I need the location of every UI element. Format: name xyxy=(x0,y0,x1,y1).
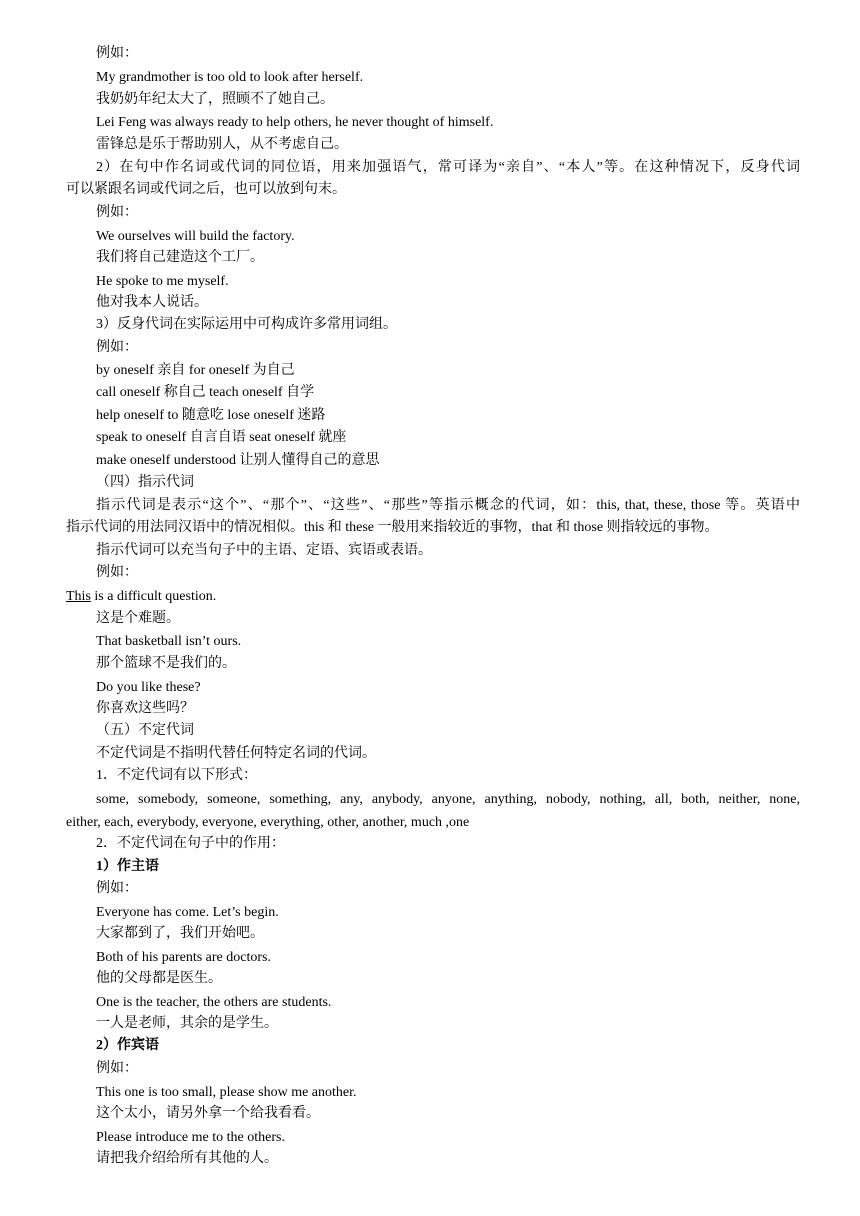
paragraph-text: 可以紧跟名词或代词之后，也可以放到句末。 xyxy=(66,182,346,197)
section-heading: （四）指示代词 xyxy=(96,475,194,490)
section-heading: （五）不定代词 xyxy=(96,723,194,738)
paragraph-text: 1．不定代词有以下形式： xyxy=(96,768,257,783)
subheading: 2）作宾语 xyxy=(96,1038,159,1053)
example-sentence-en: Both of his parents are doctors. xyxy=(96,950,271,965)
example-sentence-zh: 请把我介绍给所有其他的人。 xyxy=(96,1151,278,1166)
example-sentence-en: Do you like these? xyxy=(96,680,201,695)
example-sentence-zh: 他的父母都是医生。 xyxy=(96,971,222,986)
phrase-line: make oneself understood 让别人懂得自己的意思 xyxy=(96,453,380,468)
paragraph-text: 不定代词是不指明代替任何特定名词的代词。 xyxy=(96,746,376,761)
example-sentence-zh: 我们将自己建造这个工厂。 xyxy=(96,250,264,265)
example-sentence-en: Please introduce me to the others. xyxy=(96,1130,285,1145)
example-sentence-zh: 你喜欢这些吗？ xyxy=(96,701,194,716)
example-sentence-en: Everyone has come. Let’s begin. xyxy=(96,905,279,920)
example-sentence-zh: 大家都到了，我们开始吧。 xyxy=(96,926,264,941)
phrase-line: help oneself to 随意吃 lose oneself 迷路 xyxy=(96,408,326,423)
example-sentence-en: One is the teacher, the others are students. xyxy=(96,995,332,1010)
word-list: either, each, everybody, everyone, everything, other, another, much ,one xyxy=(66,815,470,830)
example-sentence-en: This one is too small, please show me another. xyxy=(96,1085,357,1100)
example-sentence-en: That basketball isn’t ours. xyxy=(96,634,242,649)
paragraph-text: 2．不定代词在句子中的作用： xyxy=(96,836,285,851)
sentence-rest: is a difficult question. xyxy=(90,589,217,604)
example-sentence-zh: 这个太小，请另外拿一个给我看看。 xyxy=(96,1106,320,1121)
underlined-word: This xyxy=(66,589,91,604)
example-label: 例如： xyxy=(96,205,138,220)
paragraph-text: 指示代词可以充当句子中的主语、定语、宾语或表语。 xyxy=(96,543,432,558)
example-sentence-en: Lei Feng was always ready to help others, he never thought of himself. xyxy=(96,115,494,130)
paragraph-text: 指示代词是表示“这个”、“那个”、“这些”、“那些”等指示概念的代词，如：this, that, these, those 等。英语中 xyxy=(96,498,800,513)
paragraph-text: 3）反身代词在实际运用中可构成许多常用词组。 xyxy=(96,317,397,332)
example-sentence-zh: 那个篮球不是我们的。 xyxy=(96,656,236,671)
paragraph-text: 指示代词的用法同汉语中的情况相似。this 和 these 一般用来指较近的事物，that 和 those 则指较远的事物。 xyxy=(66,520,719,535)
example-label: 例如： xyxy=(96,565,138,580)
paragraph-text: 2）在句中作名词或代词的同位语，用来加强语气，常可译为“亲自”、“本人”等。在这种情况下，反身代词 xyxy=(96,160,800,175)
example-sentence-zh: 一人是老师，其余的是学生。 xyxy=(96,1016,278,1031)
example-sentence-zh: 这是个难题。 xyxy=(96,611,180,626)
example-sentence-zh: 他对我本人说话。 xyxy=(96,295,208,310)
example-label: 例如： xyxy=(96,340,138,355)
example-label: 例如： xyxy=(96,881,138,896)
word-list: some, somebody, someone, something, any, anybody, anyone, anything, nobody, nothing, all, both, neither, none, xyxy=(96,792,800,807)
phrase-line: call oneself 称自己 teach oneself 自学 xyxy=(96,385,315,400)
example-label: 例如： xyxy=(96,46,138,61)
phrase-line: by oneself 亲自 for oneself 为自己 xyxy=(96,363,295,378)
example-sentence-en xyxy=(66,588,216,606)
example-sentence-zh: 雷锋总是乐于帮助别人，从不考虑自己。 xyxy=(96,137,348,152)
example-sentence-zh: 我奶奶年纪太大了，照顾不了她自己。 xyxy=(96,92,334,107)
phrase-line: speak to oneself 自言自语 seat oneself 就座 xyxy=(96,430,347,445)
example-sentence-en: My grandmother is too old to look after herself. xyxy=(96,70,364,85)
subheading: 1）作主语 xyxy=(96,859,159,874)
example-sentence-en: We ourselves will build the factory. xyxy=(96,229,295,244)
example-label: 例如： xyxy=(96,1061,138,1076)
example-sentence-en: He spoke to me myself. xyxy=(96,274,229,289)
